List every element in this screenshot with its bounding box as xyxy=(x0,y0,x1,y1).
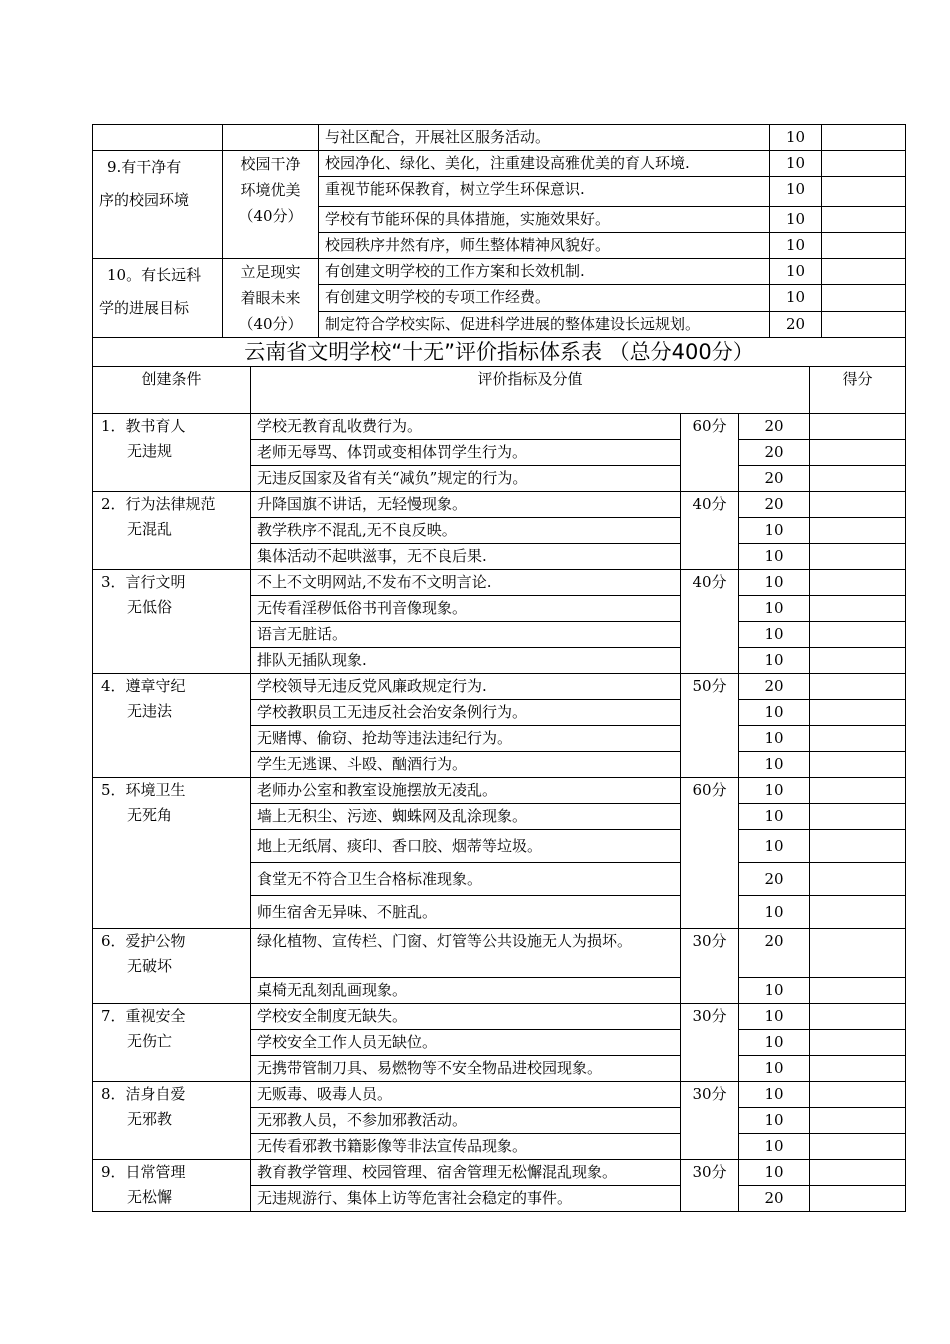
indicator-cell: 学校无教育乱收费行为。 xyxy=(251,414,681,440)
indicator-cell: 排队无插队现象. xyxy=(251,648,681,674)
condition-cell xyxy=(93,1082,251,1160)
condition-subtitle: 无破坏 xyxy=(127,957,173,975)
indicator-cell: 学校安全制度无缺失。 xyxy=(251,1004,681,1030)
score-cell: 10 xyxy=(770,233,822,259)
score-cell: 20 xyxy=(770,311,822,337)
condition-subtitle: 无低俗 xyxy=(127,598,173,616)
result-cell xyxy=(810,596,906,622)
page-title: 云南省文明学校“十无”评价指标体系表 （总分400分） xyxy=(93,338,906,367)
indicator-cell: 学校领导无违反党风廉政规定行为. xyxy=(251,674,681,700)
score-cell: 10 xyxy=(739,978,810,1004)
condition-title: 4．遵章守纪 xyxy=(101,677,186,695)
result-cell xyxy=(810,929,906,978)
condition-cell xyxy=(93,259,223,338)
result-cell xyxy=(810,778,906,804)
score-cell: 10 xyxy=(739,752,810,778)
result-cell xyxy=(810,518,906,544)
result-cell xyxy=(822,233,906,259)
result-cell xyxy=(810,700,906,726)
condition-line: 序的校园环境 xyxy=(99,191,190,209)
indicator-cell: 学校安全工作人员无缺位。 xyxy=(251,1030,681,1056)
indicator-cell: 地上无纸屑、痰印、香口胶、烟蒂等垃圾。 xyxy=(251,830,681,863)
title-row xyxy=(93,338,906,367)
result-cell xyxy=(810,1056,906,1082)
category-line: 环境优美 xyxy=(240,181,301,199)
score-cell: 10 xyxy=(739,700,810,726)
table-row xyxy=(93,1082,906,1108)
result-cell xyxy=(810,804,906,830)
condition-cell xyxy=(93,570,251,674)
score-cell: 20 xyxy=(739,414,810,440)
header-condition: 创建条件 xyxy=(93,367,251,414)
result-cell xyxy=(810,648,906,674)
subtotal-cell: 60分 xyxy=(681,414,739,492)
category-line: 校园干净 xyxy=(240,155,301,173)
result-cell xyxy=(822,177,906,207)
table-row xyxy=(93,929,906,978)
indicator-cell: 老师办公室和教室设施摆放无凌乱。 xyxy=(251,778,681,804)
indicator-cell: 墙上无积尘、污迹、蜘蛛网及乱涂现象。 xyxy=(251,804,681,830)
result-cell xyxy=(822,259,906,285)
result-cell xyxy=(810,492,906,518)
category-line: 立足现实 xyxy=(240,263,301,281)
result-cell xyxy=(810,830,906,863)
header-indicator: 评价指标及分值 xyxy=(251,367,810,414)
indicator-cell: 食堂无不符合卫生合格标准现象。 xyxy=(251,863,681,896)
score-cell: 10 xyxy=(770,177,822,207)
indicator-cell: 无传看淫秽低俗书刊音像现象。 xyxy=(251,596,681,622)
subtotal-cell: 40分 xyxy=(681,492,739,570)
score-cell: 10 xyxy=(739,778,810,804)
condition-title: 5．环境卫生 xyxy=(101,781,186,799)
result-cell xyxy=(822,207,906,233)
result-cell xyxy=(810,1160,906,1186)
result-cell xyxy=(810,978,906,1004)
score-cell: 10 xyxy=(770,125,822,151)
condition-cell xyxy=(93,151,223,259)
score-cell: 20 xyxy=(739,440,810,466)
result-cell xyxy=(810,1134,906,1160)
score-cell: 10 xyxy=(739,596,810,622)
score-cell: 10 xyxy=(739,1004,810,1030)
category-line: 着眼未来 xyxy=(240,289,301,307)
result-cell xyxy=(810,622,906,648)
result-cell xyxy=(822,285,906,311)
table-row xyxy=(93,492,906,518)
indicator-cell: 重视节能环保教育，树立学生环保意识. xyxy=(319,177,770,207)
result-cell xyxy=(810,674,906,700)
indicator-cell: 无贩毒、吸毒人员。 xyxy=(251,1082,681,1108)
indicator-cell: 集体活动不起哄滋事，无不良后果. xyxy=(251,544,681,570)
subtotal-cell: 30分 xyxy=(681,1082,739,1160)
document-page xyxy=(92,124,905,1212)
condition-subtitle: 无违法 xyxy=(127,702,173,720)
table-row xyxy=(93,259,906,285)
indicator-cell: 不上不文明网站,不发布不文明言论. xyxy=(251,570,681,596)
subtotal-cell: 60分 xyxy=(681,778,739,929)
result-cell xyxy=(810,1030,906,1056)
subtotal-cell: 30分 xyxy=(681,1004,739,1082)
score-cell: 10 xyxy=(739,830,810,863)
condition-subtitle: 无混乱 xyxy=(127,520,173,538)
score-cell: 20 xyxy=(739,929,810,978)
category-line: （40分） xyxy=(238,207,303,225)
score-cell: 20 xyxy=(739,466,810,492)
indicator-cell: 有创建文明学校的专项工作经费。 xyxy=(319,285,770,311)
condition-subtitle: 无伤亡 xyxy=(127,1032,173,1050)
score-cell: 10 xyxy=(770,285,822,311)
category-line: （40分） xyxy=(238,315,303,333)
empty-cell xyxy=(93,125,223,151)
result-cell xyxy=(810,752,906,778)
score-cell: 10 xyxy=(739,1030,810,1056)
indicator-cell: 与社区配合，开展社区服务活动。 xyxy=(319,125,770,151)
indicator-cell: 校园秩序井然有序，师生整体精神风貌好。 xyxy=(319,233,770,259)
category-cell xyxy=(223,259,319,338)
indicator-cell: 学校有节能环保的具体措施，实施效果好。 xyxy=(319,207,770,233)
score-cell: 10 xyxy=(739,544,810,570)
indicator-cell: 师生宿舍无异味、不脏乱。 xyxy=(251,896,681,929)
condition-subtitle: 无松懈 xyxy=(127,1188,173,1206)
condition-cell xyxy=(93,1004,251,1082)
score-cell: 20 xyxy=(739,1186,810,1212)
result-cell xyxy=(810,1004,906,1030)
result-cell xyxy=(822,151,906,177)
indicator-cell: 无携带管制刀具、易燃物等不安全物品进校园现象。 xyxy=(251,1056,681,1082)
result-cell xyxy=(810,544,906,570)
condition-title: 7．重视安全 xyxy=(101,1007,186,1025)
indicator-cell: 学校教职员工无违反社会治安条例行为。 xyxy=(251,700,681,726)
empty-cell xyxy=(223,125,319,151)
score-cell: 10 xyxy=(770,207,822,233)
condition-cell xyxy=(93,674,251,778)
condition-line: 10。有长远科 xyxy=(107,266,202,284)
score-cell: 10 xyxy=(770,151,822,177)
result-cell xyxy=(810,466,906,492)
condition-cell xyxy=(93,1160,251,1212)
condition-line: 学的进展目标 xyxy=(99,299,190,317)
condition-cell xyxy=(93,778,251,929)
score-cell: 10 xyxy=(739,518,810,544)
condition-cell xyxy=(93,492,251,570)
condition-line: 9.有干净有 xyxy=(107,158,182,176)
result-cell xyxy=(822,311,906,337)
result-cell xyxy=(810,863,906,896)
result-cell xyxy=(810,1082,906,1108)
score-cell: 10 xyxy=(739,648,810,674)
table-row xyxy=(93,414,906,440)
result-cell xyxy=(810,414,906,440)
score-cell: 10 xyxy=(739,622,810,648)
header-score: 得分 xyxy=(810,367,906,414)
condition-cell xyxy=(93,929,251,1004)
score-cell: 20 xyxy=(739,492,810,518)
condition-title: 6．爱护公物 xyxy=(101,932,186,950)
condition-subtitle: 无死角 xyxy=(127,806,173,824)
score-cell: 10 xyxy=(739,1082,810,1108)
score-cell: 10 xyxy=(739,726,810,752)
indicator-cell: 教育教学管理、校园管理、宿舍管理无松懈混乱现象。 xyxy=(251,1160,681,1186)
result-cell xyxy=(810,1108,906,1134)
table-row xyxy=(93,1004,906,1030)
table-row xyxy=(93,674,906,700)
condition-title: 8．洁身自爱 xyxy=(101,1085,186,1103)
condition-subtitle: 无违规 xyxy=(127,442,173,460)
result-cell xyxy=(810,570,906,596)
subtotal-cell: 40分 xyxy=(681,570,739,674)
indicator-cell: 无赌博、偷窃、抢劫等违法违纪行为。 xyxy=(251,726,681,752)
indicator-cell: 绿化植物、宣传栏、门窗、灯管等公共设施无人为损坏。 xyxy=(251,929,681,978)
score-cell: 10 xyxy=(739,570,810,596)
table-row xyxy=(93,778,906,804)
indicator-cell: 学生无逃课、斗殴、酗酒行为。 xyxy=(251,752,681,778)
result-cell xyxy=(810,896,906,929)
result-cell xyxy=(822,125,906,151)
score-cell: 10 xyxy=(739,1056,810,1082)
score-cell: 10 xyxy=(739,1134,810,1160)
indicator-cell: 老师无辱骂、体罚或变相体罚学生行为。 xyxy=(251,440,681,466)
result-cell xyxy=(810,1186,906,1212)
condition-title: 3．言行文明 xyxy=(101,573,186,591)
indicator-cell: 无传看邪教书籍影像等非法宣传品现象。 xyxy=(251,1134,681,1160)
indicator-cell: 无违规游行、集体上访等危害社会稳定的事件。 xyxy=(251,1186,681,1212)
indicator-cell: 制定符合学校实际、促进科学进展的整体建设长远规划。 xyxy=(319,311,770,337)
main-evaluation-table xyxy=(92,366,906,1212)
result-cell xyxy=(810,440,906,466)
indicator-cell: 语言无脏话。 xyxy=(251,622,681,648)
condition-cell xyxy=(93,414,251,492)
score-cell: 10 xyxy=(739,896,810,929)
indicator-cell: 教学秩序不混乱,无不良反映。 xyxy=(251,518,681,544)
table-row xyxy=(93,151,906,177)
table-row xyxy=(93,125,906,151)
score-cell: 20 xyxy=(739,674,810,700)
score-cell: 20 xyxy=(739,863,810,896)
indicator-cell: 校园净化、绿化、美化，注重建设高雅优美的育人环境. xyxy=(319,151,770,177)
subtotal-cell: 50分 xyxy=(681,674,739,778)
score-cell: 10 xyxy=(739,1108,810,1134)
indicator-cell: 升降国旗不讲话，无轻慢现象。 xyxy=(251,492,681,518)
condition-title: 2．行为法律规范 xyxy=(101,495,216,513)
condition-title: 1．教书育人 xyxy=(101,417,186,435)
score-cell: 10 xyxy=(739,1160,810,1186)
header-row xyxy=(93,367,906,414)
score-cell: 10 xyxy=(739,804,810,830)
subtotal-cell: 30分 xyxy=(681,929,739,1004)
condition-subtitle: 无邪教 xyxy=(127,1110,173,1128)
condition-title: 9．日常管理 xyxy=(101,1163,186,1181)
subtotal-cell: 30分 xyxy=(681,1160,739,1212)
indicator-cell: 桌椅无乱刻乱画现象。 xyxy=(251,978,681,1004)
table-row xyxy=(93,570,906,596)
score-cell: 10 xyxy=(770,259,822,285)
result-cell xyxy=(810,726,906,752)
indicator-cell: 无违反国家及省有关“减负”规定的行为。 xyxy=(251,466,681,492)
top-evaluation-table xyxy=(92,124,906,366)
table-row xyxy=(93,1160,906,1186)
category-cell xyxy=(223,151,319,259)
indicator-cell: 有创建文明学校的工作方案和长效机制. xyxy=(319,259,770,285)
indicator-cell: 无邪教人员，不参加邪教活动。 xyxy=(251,1108,681,1134)
